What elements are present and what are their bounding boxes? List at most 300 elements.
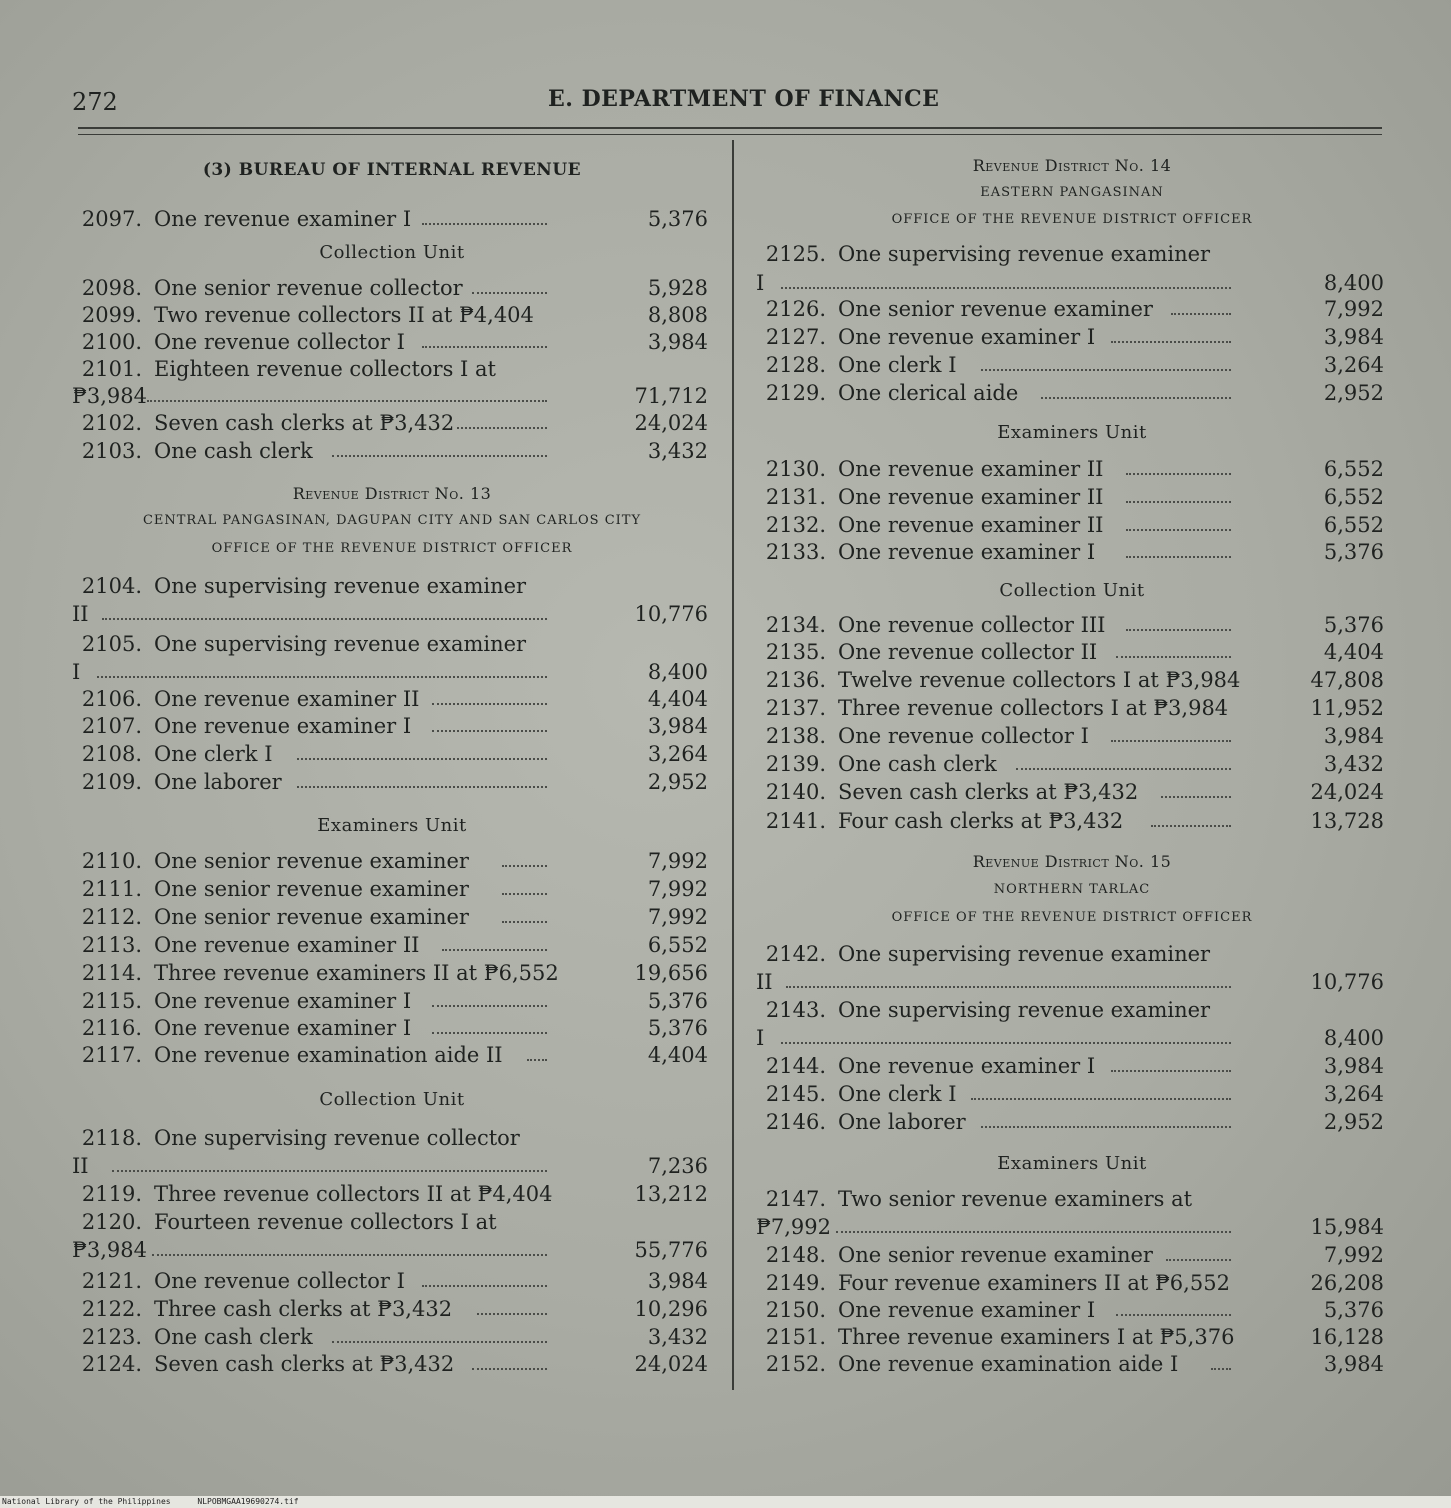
item-amount: 26,208 — [1310, 1271, 1384, 1295]
table-row — [72, 932, 712, 958]
leader-dots — [502, 921, 547, 923]
item-description: One senior revenue examiner — [838, 297, 1153, 321]
item-description: Fourteen revenue collectors I at — [154, 1210, 497, 1234]
item-amount: 6,552 — [647, 933, 708, 957]
item-number: 2138. — [765, 724, 826, 748]
item-description: One revenue examiner II — [838, 513, 1104, 537]
item-number: 2118. — [81, 1126, 142, 1150]
table-row — [72, 848, 712, 874]
district-office: OFFICE OF THE REVENUE DISTRICT OFFICER — [211, 541, 573, 556]
item-number: 2137. — [765, 696, 826, 720]
item-amount: 55,776 — [634, 1238, 708, 1262]
item-description: Three cash clerks at ₱3,432 — [154, 1297, 453, 1321]
table-row — [756, 1186, 1388, 1212]
table-row — [756, 296, 1388, 322]
item-description: One senior revenue examiner — [838, 1243, 1153, 1267]
leader-dots — [502, 865, 547, 867]
item-number: 2119. — [81, 1182, 142, 1206]
leader-dots — [297, 786, 547, 788]
item-number: 2150. — [765, 1298, 826, 1322]
table-row-continuation — [72, 1237, 712, 1263]
page-title: E. DEPARTMENT OF FINANCE — [548, 86, 940, 112]
district-heading: Revenue District No. 14 — [972, 156, 1172, 175]
item-amount: 13,212 — [634, 1182, 708, 1206]
item-number: 2105. — [81, 632, 142, 656]
item-description: One supervising revenue examiner — [838, 998, 1211, 1022]
leader-dots — [147, 400, 547, 402]
item-amount: 4,404 — [647, 1043, 708, 1067]
leader-dots — [1126, 629, 1231, 631]
leader-dots — [981, 369, 1231, 371]
item-number: 2100. — [81, 330, 142, 354]
item-number: 2097. — [81, 207, 142, 231]
item-description: Four cash clerks at ₱3,432 — [838, 809, 1124, 833]
item-number: 2145. — [765, 1082, 826, 1106]
item-description: One clerk I — [838, 1082, 957, 1106]
item-amount: 24,024 — [634, 1352, 708, 1376]
table-row-continuation — [72, 1153, 712, 1179]
item-amount: 47,808 — [1310, 668, 1384, 692]
item-description: One clerk I — [838, 353, 957, 377]
unit-heading: Examiners Unit — [317, 815, 467, 836]
item-amount: 3,984 — [1323, 1352, 1384, 1376]
district-area: CENTRAL PANGASINAN, DAGUPAN CITY AND SAN CARLOS CITY — [142, 513, 642, 528]
item-amount: 6,552 — [1323, 513, 1384, 537]
item-description: One revenue collector I — [838, 724, 1089, 748]
table-row — [756, 1109, 1388, 1135]
item-description: One revenue examiner I — [154, 714, 412, 738]
district-area: EASTERN PANGASINAN — [980, 185, 1164, 200]
table-row — [72, 1209, 712, 1235]
item-amount: 71,712 — [634, 384, 708, 408]
item-description-continued: I — [756, 1026, 765, 1050]
table-row — [756, 456, 1388, 482]
item-amount: 3,984 — [1323, 325, 1384, 349]
item-description: Three revenue examiners II at ₱6,552 — [154, 961, 559, 985]
table-row — [756, 352, 1388, 378]
item-number: 2103. — [81, 439, 142, 463]
item-number: 2133. — [765, 540, 826, 564]
leader-dots — [112, 1170, 547, 1172]
item-description: One revenue examination aide I — [838, 1352, 1179, 1376]
item-number: 2104. — [81, 574, 142, 598]
leader-dots — [332, 455, 547, 457]
leader-dots — [1111, 341, 1231, 343]
item-number: 2131. — [765, 485, 826, 509]
table-row — [756, 1081, 1388, 1107]
item-amount: 13,728 — [1310, 809, 1384, 833]
leader-dots — [472, 1368, 547, 1370]
table-row-continuation — [756, 270, 1388, 296]
leader-dots — [432, 730, 547, 732]
table-row — [756, 779, 1388, 805]
table-row — [72, 410, 712, 436]
item-description: One revenue collector I — [154, 330, 405, 354]
leader-dots — [472, 292, 547, 294]
item-amount: 4,404 — [1323, 640, 1384, 664]
item-number: 2122. — [81, 1297, 142, 1321]
leader-dots — [102, 618, 547, 620]
leader-dots — [1126, 473, 1231, 475]
table-row-continuation — [756, 1214, 1388, 1240]
item-number: 2144. — [765, 1054, 826, 1078]
item-description-continued: ₱3,984 — [72, 1238, 147, 1262]
item-number: 2116. — [81, 1016, 142, 1040]
item-amount: 7,236 — [647, 1154, 708, 1178]
table-row — [756, 751, 1388, 777]
item-number: 2110. — [81, 849, 142, 873]
table-row — [756, 324, 1388, 350]
table-row — [756, 1324, 1388, 1350]
item-number: 2123. — [81, 1325, 142, 1349]
item-description: One revenue examiner I — [154, 989, 412, 1013]
table-row — [756, 484, 1388, 510]
item-description: One supervising revenue examiner — [154, 574, 527, 598]
item-description-continued: I — [72, 660, 81, 684]
table-row — [72, 329, 712, 355]
item-description: One supervising revenue examiner — [838, 242, 1211, 266]
item-number: 2125. — [765, 242, 826, 266]
item-number: 2127. — [765, 325, 826, 349]
leader-dots — [1041, 397, 1231, 399]
item-number: 2109. — [81, 770, 142, 794]
leader-dots — [442, 949, 547, 951]
item-number: 2140. — [765, 780, 826, 804]
item-description: One laborer — [154, 770, 282, 794]
item-amount: 3,264 — [1323, 1082, 1384, 1106]
item-amount: 2,952 — [1323, 381, 1384, 405]
table-row — [756, 1270, 1388, 1296]
item-description-continued: ₱7,992 — [756, 1215, 831, 1239]
item-number: 2098. — [81, 276, 142, 300]
item-description: One laborer — [838, 1110, 966, 1134]
item-description: Seven cash clerks at ₱3,432 — [154, 411, 455, 435]
item-description: One revenue examiner I — [154, 207, 412, 231]
table-row — [72, 960, 712, 986]
item-description: One revenue examiner I — [154, 1016, 412, 1040]
item-number: 2113. — [81, 933, 142, 957]
item-amount: 5,376 — [647, 989, 708, 1013]
item-number: 2129. — [765, 381, 826, 405]
leader-dots — [1171, 313, 1231, 315]
item-number: 2136. — [765, 668, 826, 692]
item-amount: 5,376 — [1323, 1298, 1384, 1322]
leader-dots — [1111, 1070, 1231, 1072]
table-row — [72, 1015, 712, 1041]
table-row — [72, 988, 712, 1014]
item-description: Three revenue collectors II at ₱4,404 — [154, 1182, 553, 1206]
leader-dots — [1111, 740, 1231, 742]
item-amount: 10,296 — [634, 1297, 708, 1321]
item-amount: 3,984 — [647, 714, 708, 738]
leader-dots — [152, 1254, 547, 1256]
item-number: 2108. — [81, 742, 142, 766]
unit-heading: Examiners Unit — [997, 422, 1147, 443]
leader-dots — [1126, 556, 1231, 558]
item-number: 2142. — [765, 942, 826, 966]
item-amount: 7,992 — [647, 849, 708, 873]
table-row — [72, 876, 712, 902]
item-number: 2146. — [765, 1110, 826, 1134]
item-amount: 7,992 — [1323, 1243, 1384, 1267]
column-divider — [732, 140, 734, 1390]
table-row — [72, 631, 712, 657]
item-amount: 10,776 — [1310, 970, 1384, 994]
table-row — [72, 302, 712, 328]
item-description: Two revenue collectors II at ₱4,404 — [154, 303, 534, 327]
leader-dots — [1161, 796, 1231, 798]
table-row — [72, 686, 712, 712]
item-number: 2149. — [765, 1271, 826, 1295]
item-amount: 7,992 — [647, 877, 708, 901]
item-number: 2114. — [81, 961, 142, 985]
item-amount: 19,656 — [634, 961, 708, 985]
item-number: 2130. — [765, 457, 826, 481]
item-number: 2101. — [81, 357, 142, 381]
leader-dots — [432, 1032, 547, 1034]
item-description: One revenue examiner II — [838, 485, 1104, 509]
item-number: 2128. — [765, 353, 826, 377]
unit-heading: Collection Unit — [319, 242, 465, 263]
table-row — [72, 438, 712, 464]
item-number: 2121. — [81, 1269, 142, 1293]
district-area: NORTHERN TARLAC — [993, 882, 1151, 897]
scan-footer — [0, 1496, 1451, 1508]
leader-dots — [1151, 825, 1231, 827]
leader-dots — [422, 346, 547, 348]
table-row-continuation — [756, 1025, 1388, 1051]
item-description-continued: ₱3,984 — [72, 384, 147, 408]
item-number: 2135. — [765, 640, 826, 664]
item-description: One revenue collector III — [838, 613, 1106, 637]
item-number: 2148. — [765, 1243, 826, 1267]
table-row-continuation — [72, 383, 712, 409]
item-description: Seven cash clerks at ₱3,432 — [154, 1352, 455, 1376]
table-row — [72, 1042, 712, 1068]
item-amount: 3,264 — [1323, 353, 1384, 377]
item-description: One revenue examination aide II — [154, 1043, 503, 1067]
item-number: 2111. — [81, 877, 142, 901]
item-description: One clerk I — [154, 742, 273, 766]
table-row — [72, 206, 712, 232]
table-row — [756, 997, 1388, 1023]
table-row — [756, 612, 1388, 638]
item-number: 2151. — [765, 1325, 826, 1349]
item-amount: 24,024 — [1310, 780, 1384, 804]
footer-file: NLPOBMGAA19690274.tif — [197, 1497, 299, 1506]
item-amount: 3,984 — [1323, 1054, 1384, 1078]
leader-dots — [1116, 1314, 1231, 1316]
item-amount: 5,928 — [647, 276, 708, 300]
leader-dots — [786, 986, 1231, 988]
table-row-continuation — [756, 969, 1388, 995]
item-amount: 2,952 — [1323, 1110, 1384, 1134]
item-description: Eighteen revenue collectors I at — [154, 357, 496, 381]
item-description: One revenue examiner II — [154, 933, 420, 957]
item-description: One supervising revenue examiner — [154, 632, 527, 656]
item-amount: 5,376 — [647, 207, 708, 231]
item-description: Three revenue examiners I at ₱5,376 — [838, 1325, 1235, 1349]
item-amount: 3,984 — [647, 1269, 708, 1293]
item-description: One cash clerk — [154, 1325, 313, 1349]
district-office: OFFICE OF THE REVENUE DISTRICT OFFICER — [891, 212, 1253, 227]
page-number: 272 — [72, 88, 118, 116]
table-row — [72, 573, 712, 599]
table-row — [72, 1181, 712, 1207]
unit-heading: Collection Unit — [999, 580, 1145, 601]
footer-library: National Library of the Philippines — [2, 1497, 171, 1506]
item-amount: 7,992 — [1323, 297, 1384, 321]
item-description: One revenue examiner II — [154, 687, 420, 711]
header-rule-thin — [78, 134, 1382, 135]
leader-dots — [432, 1005, 547, 1007]
leader-dots — [422, 1285, 547, 1287]
item-amount: 8,400 — [1323, 271, 1384, 295]
item-description: Seven cash clerks at ₱3,432 — [838, 780, 1139, 804]
item-description-continued: II — [72, 1154, 89, 1178]
item-description: One cash clerk — [154, 439, 313, 463]
table-row — [72, 356, 712, 382]
item-amount: 7,992 — [647, 905, 708, 929]
leader-dots — [1116, 656, 1231, 658]
item-number: 2143. — [765, 998, 826, 1022]
item-description: One revenue examiner I — [838, 325, 1096, 349]
item-description: Three revenue collectors I at ₱3,984 — [838, 696, 1229, 720]
item-number: 2117. — [81, 1043, 142, 1067]
table-row — [72, 1125, 712, 1151]
item-description: One revenue examiner I — [838, 1054, 1096, 1078]
table-row — [72, 1296, 712, 1322]
table-row — [756, 1351, 1388, 1377]
table-row — [756, 539, 1388, 565]
item-amount: 15,984 — [1310, 1215, 1384, 1239]
item-amount: 5,376 — [647, 1016, 708, 1040]
item-number: 2124. — [81, 1352, 142, 1376]
item-amount: 24,024 — [634, 411, 708, 435]
table-row — [756, 723, 1388, 749]
item-number: 2152. — [765, 1352, 826, 1376]
table-row — [72, 1351, 712, 1377]
leader-dots — [502, 893, 547, 895]
item-number: 2115. — [81, 989, 142, 1013]
table-row — [756, 241, 1388, 267]
item-amount: 3,432 — [1323, 752, 1384, 776]
item-amount: 3,984 — [647, 330, 708, 354]
item-number: 2120. — [81, 1210, 142, 1234]
item-amount: 2,952 — [647, 770, 708, 794]
district-office: OFFICE OF THE REVENUE DISTRICT OFFICER — [891, 910, 1253, 925]
leader-dots — [332, 1341, 547, 1343]
item-description-continued: I — [756, 271, 765, 295]
leader-dots — [1166, 1259, 1231, 1261]
item-description: Two senior revenue examiners at — [838, 1187, 1193, 1211]
item-description: One revenue examiner I — [838, 1298, 1096, 1322]
table-row — [756, 1053, 1388, 1079]
table-row — [72, 741, 712, 767]
leader-dots — [432, 703, 547, 705]
item-number: 2106. — [81, 687, 142, 711]
item-description: One clerical aide — [838, 381, 1019, 405]
item-amount: 11,952 — [1310, 696, 1384, 720]
table-row — [756, 1297, 1388, 1323]
item-amount: 3,984 — [1323, 724, 1384, 748]
table-row — [756, 695, 1388, 721]
leader-dots — [836, 1231, 1231, 1233]
leader-dots — [422, 223, 547, 225]
leader-dots — [297, 758, 547, 760]
item-description: One senior revenue examiner — [154, 905, 469, 929]
table-row — [72, 769, 712, 795]
leader-dots — [1126, 529, 1231, 531]
table-row-continuation — [72, 659, 712, 685]
leader-dots — [1016, 768, 1231, 770]
bureau-heading: (3) BUREAU OF INTERNAL REVENUE — [202, 160, 582, 180]
unit-heading: Collection Unit — [319, 1089, 465, 1110]
item-description: One revenue collector II — [838, 640, 1098, 664]
item-number: 2102. — [81, 411, 142, 435]
table-row — [72, 275, 712, 301]
item-number: 2132. — [765, 513, 826, 537]
district-heading: Revenue District No. 15 — [972, 852, 1172, 871]
item-description: One supervising revenue examiner — [838, 942, 1211, 966]
leader-dots — [97, 676, 547, 678]
leader-dots — [527, 1059, 547, 1061]
table-row — [72, 1324, 712, 1350]
item-description: One revenue examiner I — [838, 540, 1096, 564]
item-amount: 6,552 — [1323, 485, 1384, 509]
leader-dots — [1126, 501, 1231, 503]
item-amount: 10,776 — [634, 602, 708, 626]
item-number: 2099. — [81, 303, 142, 327]
table-row — [756, 1242, 1388, 1268]
district-heading: Revenue District No. 13 — [292, 484, 492, 503]
item-description: One revenue examiner II — [838, 457, 1104, 481]
item-amount: 16,128 — [1310, 1325, 1384, 1349]
leader-dots — [971, 1098, 1231, 1100]
item-description: One revenue collector I — [154, 1269, 405, 1293]
item-amount: 3,432 — [647, 1325, 708, 1349]
table-row — [756, 512, 1388, 538]
item-number: 2107. — [81, 714, 142, 738]
item-number: 2139. — [765, 752, 826, 776]
item-description: Four revenue examiners II at ₱6,552 — [838, 1271, 1230, 1295]
item-amount: 4,404 — [647, 687, 708, 711]
leader-dots — [477, 1313, 547, 1315]
item-description: One supervising revenue collector — [154, 1126, 520, 1150]
item-amount: 8,400 — [1323, 1026, 1384, 1050]
table-row — [756, 667, 1388, 693]
table-row-continuation — [72, 601, 712, 627]
item-description: One senior revenue examiner — [154, 877, 469, 901]
leader-dots — [781, 1042, 1231, 1044]
table-row — [756, 941, 1388, 967]
leader-dots — [1211, 1368, 1231, 1370]
table-row — [72, 713, 712, 739]
item-number: 2147. — [765, 1187, 826, 1211]
unit-heading: Examiners Unit — [997, 1153, 1147, 1174]
item-amount: 5,376 — [1323, 613, 1384, 637]
item-description: One cash clerk — [838, 752, 997, 776]
item-amount: 6,552 — [1323, 457, 1384, 481]
table-row — [756, 380, 1388, 406]
table-row — [72, 904, 712, 930]
table-row — [72, 1268, 712, 1294]
item-description: One senior revenue collector — [154, 276, 463, 300]
item-number: 2141. — [765, 809, 826, 833]
leader-dots — [457, 427, 547, 429]
table-row — [756, 808, 1388, 834]
item-description-continued: II — [72, 602, 89, 626]
